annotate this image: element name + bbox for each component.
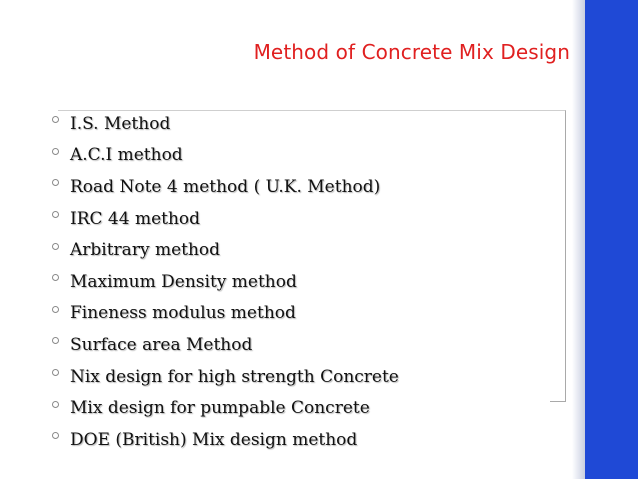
list-item	[52, 234, 399, 266]
list-item-text: DOE (British) Mix design method	[70, 429, 358, 450]
bullet-icon	[52, 401, 59, 408]
list-item	[52, 329, 399, 361]
slide-title: Method of Concrete Mix Design	[253, 40, 570, 64]
list-item-text: Road Note 4 method ( U.K. Method)	[70, 176, 381, 197]
bullet-icon	[52, 369, 59, 376]
list-item-text: Surface area Method	[70, 334, 253, 355]
list-item	[52, 108, 399, 140]
list-item-text: Maximum Density method	[70, 271, 297, 292]
accent-bar	[585, 0, 638, 479]
bullet-icon	[52, 116, 59, 123]
bullet-icon	[52, 337, 59, 344]
bullet-icon	[52, 148, 59, 155]
list-item	[52, 140, 399, 172]
bullet-icon	[52, 179, 59, 186]
list-item-text: Mix design for pumpable Concrete	[70, 398, 370, 419]
list-item	[52, 361, 399, 393]
bullet-icon	[52, 432, 59, 439]
list-item	[52, 392, 399, 424]
list-item-text: I.S. Method	[70, 113, 171, 134]
bullet-icon	[52, 274, 59, 281]
list-item-text: IRC 44 method	[70, 208, 201, 229]
method-list	[52, 108, 399, 456]
accent-bar-shadow	[572, 0, 585, 479]
list-item-text: Fineness modulus method	[70, 303, 296, 324]
list-item	[52, 171, 399, 203]
bullet-icon	[52, 306, 59, 313]
content-frame-corner	[550, 392, 566, 402]
list-item	[52, 266, 399, 298]
list-item-text: Arbitrary method	[70, 240, 221, 261]
list-item	[52, 298, 399, 330]
list-item	[52, 203, 399, 235]
list-item-text: Nix design for high strength Concrete	[70, 366, 399, 387]
list-item-text: A.C.I method	[70, 145, 183, 166]
bullet-icon	[52, 211, 59, 218]
bullet-icon	[52, 243, 59, 250]
list-item	[52, 424, 399, 456]
